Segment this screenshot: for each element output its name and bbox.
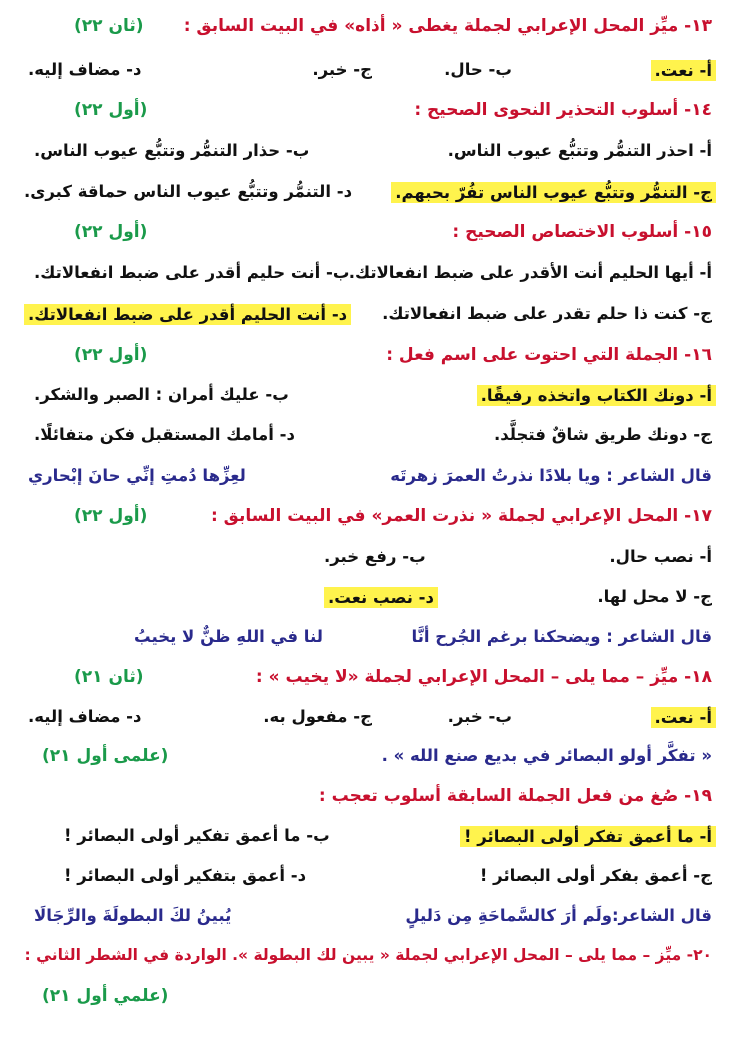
question-16-options-2	[24, 425, 712, 459]
question-18-tag: (ثان ٢١)	[74, 667, 144, 687]
question-19	[24, 786, 712, 820]
option-c: ج- التنمُّر وتتبُّع عيوب الناس تفُرّ بحبهم.	[391, 182, 716, 203]
verse-second-half: يُبينُ لكَ البطولَةَ والرِّجَالَا	[34, 906, 232, 925]
question-19-options-1	[24, 826, 712, 860]
verse-first-half: قال الشاعر:ولَم أرَ كالسَّماحَةِ مِن دَليلٍ	[405, 906, 712, 925]
option-c: ج- مفعول به.	[263, 707, 372, 726]
question-13-tag: (ثان ٢٢)	[74, 16, 144, 36]
verse-first-half: قال الشاعر : ويضحكنا برغم الجُرح أنَّا	[411, 627, 712, 646]
option-c: ج- دونك طريق شاقٌ فتجلَّد.	[493, 425, 712, 444]
option-c: ج- لا محل لها.	[597, 587, 712, 606]
option-c: ج- كنت ذا حلم تقدر على ضبط انفعالاتك.	[382, 304, 712, 323]
option-d: د- مضاف إليه.	[28, 707, 142, 726]
verse-second-half: لنا في اللهِ ظنٌّ لا يخيبُ	[134, 627, 323, 646]
question-14-text: ١٤- أسلوب التحذير النحوى الصحيح :	[414, 100, 712, 120]
poem-verse-3	[24, 906, 712, 940]
question-13-text: ١٣- ميِّز المحل الإعرابي لجملة يغطى « أذاه» في البيت السابق :	[183, 16, 712, 36]
option-b: ب- ما أعمق تفكير أولى البصائر !	[64, 826, 330, 845]
option-d: د- أنت الحليم أقدر على ضبط انفعالاتك.	[24, 304, 351, 325]
option-a: أ- نعت.	[651, 60, 717, 81]
option-b: ب- حذار التنمُّر وتتبُّع عيوب الناس.	[34, 141, 310, 160]
question-17-options-2	[24, 587, 712, 621]
question-20	[24, 946, 712, 980]
question-15-options-2	[24, 304, 712, 338]
question-18	[24, 667, 712, 701]
question-19-text: ١٩- صُغ من فعل الجملة السابقة أسلوب تعجب :	[318, 786, 712, 806]
question-20-tag-row	[24, 986, 712, 1020]
option-a: أ- احذر التنمُّر وتتبُّع عيوب الناس.	[447, 141, 712, 160]
question-15-tag: (أول ٢٢)	[74, 222, 148, 242]
option-b: ب- حال.	[444, 60, 512, 79]
option-a: أ- نعت.	[651, 707, 717, 728]
question-17-tag: (أول ٢٢)	[74, 506, 148, 526]
question-16-text: ١٦- الجملة التي احتوت على اسم فعل :	[386, 345, 712, 365]
question-15	[24, 222, 712, 256]
quote-line	[24, 746, 712, 780]
poem-verse-1	[24, 466, 712, 500]
option-d: د- التنمُّر وتتبُّع عيوب الناس حماقة كبرى.	[24, 182, 353, 201]
option-c: ج- خبر.	[312, 60, 372, 79]
question-19-options-2	[24, 866, 712, 900]
question-13-options	[24, 60, 712, 94]
question-16	[24, 345, 712, 379]
question-20-text: ٢٠- ميِّز – مما يلى – المحل الإعرابي لجملة « يبين لك البطولة ». الواردة في الشطر الثاني :	[24, 946, 712, 964]
question-17-text: ١٧- المحل الإعرابي لجملة « نذرت العمر» في البيت السابق :	[210, 506, 712, 526]
option-b: ب- أنت حليم أقدر على ضبط انفعالاتك.	[34, 263, 350, 282]
question-18-text: ١٨- ميِّز – مما يلى – المحل الإعرابي لجملة «لا يخيب » :	[255, 667, 712, 687]
option-d: د- مضاف إليه.	[28, 60, 142, 79]
quote-text: « تفكَّر أولو البصائر في بديع صنع الله » .	[381, 746, 712, 765]
option-b: ب- خبر.	[447, 707, 512, 726]
poem-verse-2	[24, 627, 712, 661]
option-d: د- أمامك المستقبل فكن متفائلًا.	[34, 425, 295, 444]
question-15-text: ١٥- أسلوب الاختصاص الصحيح :	[452, 222, 712, 242]
verse-second-half: لعِزِّها دُمتِ إنِّي حانَ إبْحاري	[28, 466, 246, 485]
option-b: ب- رفع خبر.	[324, 547, 426, 566]
option-d: د- نصب نعت.	[324, 587, 438, 608]
question-17-options-1	[24, 547, 712, 581]
option-a: أ- أيها الحليم أنت الأقدر على ضبط انفعالاتك.	[348, 263, 712, 282]
option-a: أ- ما أعمق تفكر أولى البصائر !	[460, 826, 716, 847]
option-d: د- أعمق بتفكير أولى البصائر !	[64, 866, 307, 885]
verse-first-half: قال الشاعر : ويا بلادًا نذرتُ العمرَ زهرتَه	[390, 466, 712, 485]
question-15-options-1	[24, 263, 712, 297]
question-17	[24, 506, 712, 540]
question-14-options-2	[24, 182, 712, 216]
option-c: ج- أعمق بفكر أولى البصائر !	[479, 866, 712, 885]
option-b: ب- عليك أمران : الصبر والشكر.	[34, 385, 289, 404]
question-14	[24, 100, 712, 134]
question-16-tag: (أول ٢٢)	[74, 345, 148, 365]
option-a: أ- دونك الكتاب واتخذه رفيقًا.	[477, 385, 716, 406]
question-14-options-1	[24, 141, 712, 175]
option-a: أ- نصب حال.	[609, 547, 712, 566]
quote-tag: (علمى أول ٢١)	[42, 746, 169, 766]
question-18-options	[24, 707, 712, 741]
question-16-options-1	[24, 385, 712, 419]
question-13	[24, 16, 712, 50]
question-20-tag: (علمي أول ٢١)	[42, 986, 169, 1006]
question-14-tag: (أول ٢٢)	[74, 100, 148, 120]
